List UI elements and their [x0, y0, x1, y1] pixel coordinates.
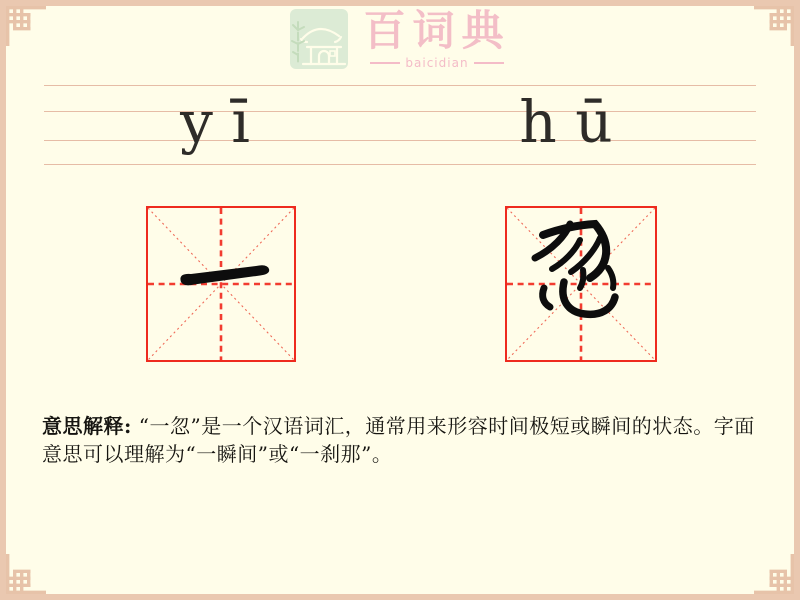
hanzi-box-hu	[505, 206, 657, 362]
subtitle-right-dash	[474, 62, 504, 64]
definition-text: “一忽”是一个汉语词汇，通常用来形容时间极短或瞬间的状态。字面意思可以理解为“一瞬间”或“一刹那”。	[42, 414, 755, 466]
mi-zi-grid-yi	[148, 208, 294, 360]
brand-logo	[0, 8, 800, 70]
hanzi-glyph-yi-stroke	[180, 265, 269, 285]
mi-zi-grid-hu	[507, 208, 655, 360]
pinyin-syllable-hu: h ū	[519, 88, 613, 156]
brand-subtitle: baicidian	[405, 56, 469, 70]
hanzi-glyph-hu-strokes	[535, 224, 615, 314]
brand-name: 百词典	[363, 6, 511, 55]
brand-subtitle-row	[370, 56, 503, 70]
definition-label: 意思解释:	[42, 414, 132, 438]
subtitle-left-dash	[370, 62, 400, 64]
corner-ornament-bottom-right-icon	[754, 554, 800, 600]
pinyin-guide-line-1	[44, 85, 756, 86]
pavilion-bamboo-icon	[289, 8, 349, 70]
pinyin-syllable-yi: y ī	[180, 88, 250, 156]
pinyin-guide-line-4	[44, 164, 756, 165]
hanzi-box-yi	[146, 206, 296, 362]
definition-block	[42, 412, 764, 468]
corner-ornament-bottom-left-icon	[0, 554, 46, 600]
